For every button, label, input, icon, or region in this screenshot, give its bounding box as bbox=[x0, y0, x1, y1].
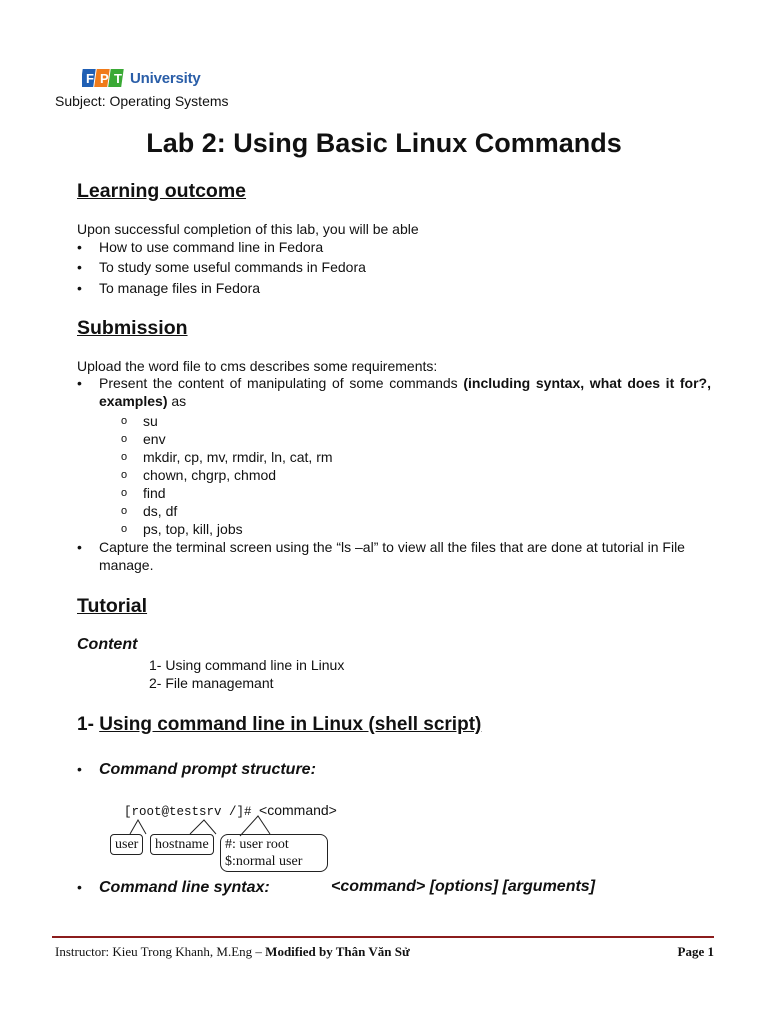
learning-intro: Upon successful completion of this lab, you will be able bbox=[77, 221, 419, 237]
svg-text:F: F bbox=[86, 71, 94, 86]
section1-title: Using command line in Linux (shell script) bbox=[99, 714, 482, 735]
list-item: o su bbox=[121, 412, 333, 430]
label-root: #: user root bbox=[225, 837, 289, 852]
submission-list bbox=[77, 375, 711, 410]
learning-list bbox=[77, 238, 717, 299]
item1-post: as bbox=[167, 392, 187, 409]
list-item: o ds, df bbox=[121, 502, 333, 520]
section1-number: 1- bbox=[77, 714, 100, 735]
syntax-bullet bbox=[77, 878, 270, 897]
subject-line: Subject: Operating Systems bbox=[55, 93, 229, 109]
prompt-heading: Command prompt structure: bbox=[99, 761, 316, 778]
list-item: o chown, chgrp, chmod bbox=[121, 466, 333, 484]
learning-outcome-heading: Learning outcome bbox=[77, 180, 247, 202]
footer-divider bbox=[52, 936, 714, 938]
logo-text: University bbox=[130, 69, 201, 87]
content-list bbox=[149, 656, 344, 692]
list-item: o find bbox=[121, 484, 333, 502]
label-root-normal bbox=[220, 834, 328, 872]
svg-text:T: T bbox=[114, 71, 122, 86]
section1-heading bbox=[77, 714, 481, 736]
item1-text: Present the content of manipulating of some commands bbox=[99, 375, 464, 391]
list-item: 1- Using command line in Linux bbox=[149, 657, 345, 673]
command-sublist bbox=[121, 412, 333, 538]
fpt-logo-icon bbox=[82, 67, 126, 89]
syntax-value: <command> [options] [arguments] bbox=[331, 878, 596, 895]
submission-list-2 bbox=[77, 538, 713, 574]
submission-heading: Submission bbox=[77, 317, 188, 339]
prompt-text: [root@testsrv /]# bbox=[124, 805, 260, 819]
list-item: o ps, top, kill, jobs bbox=[121, 520, 333, 538]
prompt-bullet bbox=[77, 760, 316, 779]
page-title: Lab 2: Using Basic Linux Commands bbox=[146, 128, 622, 158]
list-item: • How to use command line in Fedora bbox=[77, 238, 717, 258]
list-item bbox=[77, 375, 711, 410]
submission-intro: Upload the word file to cms describes some requirements: bbox=[77, 358, 438, 374]
label-hostname: hostname bbox=[150, 834, 214, 855]
label-normal: $:normal user bbox=[225, 854, 303, 869]
list-item: • To study some useful commands in Fedora bbox=[77, 258, 717, 278]
fpt-logo bbox=[82, 66, 201, 90]
modified-text: Modified by Thân Văn Sử bbox=[265, 944, 410, 959]
content-heading: Content bbox=[77, 636, 138, 653]
syntax-heading: Command line syntax: bbox=[99, 879, 270, 896]
svg-text:P: P bbox=[100, 71, 109, 86]
instructor-text: Instructor: Kieu Trong Khanh, M.Eng – bbox=[55, 944, 266, 959]
list-item: 2- File managemant bbox=[149, 675, 274, 691]
list-item: • To manage files in Fedora bbox=[77, 279, 717, 299]
list-item bbox=[77, 760, 316, 779]
page-number: Page 1 bbox=[677, 944, 714, 959]
tutorial-heading: Tutorial bbox=[77, 595, 148, 617]
list-item: o mkdir, cp, mv, rmdir, ln, cat, rm bbox=[121, 448, 333, 466]
footer-instructor bbox=[55, 944, 410, 960]
list-item bbox=[77, 878, 270, 897]
list-item: o env bbox=[121, 430, 333, 448]
list-item: • Capture the terminal screen using the “ls –al” to view all the files that are done at tutorial in File manage. bbox=[77, 538, 713, 574]
item1-bold: (including syntax, what does it for?, examples) bbox=[99, 375, 711, 409]
label-user: user bbox=[110, 834, 143, 855]
prompt-command: <command> bbox=[259, 802, 337, 818]
